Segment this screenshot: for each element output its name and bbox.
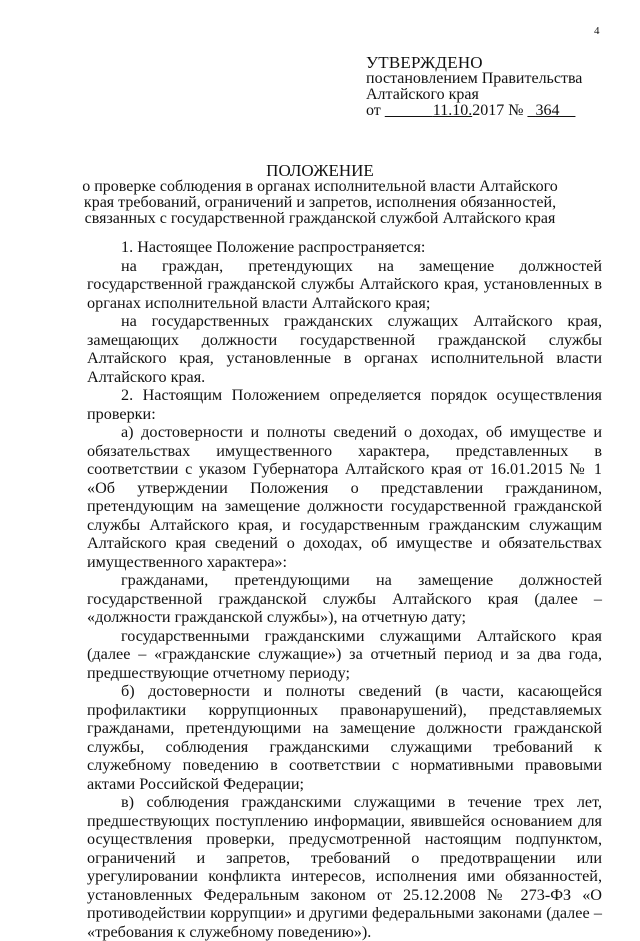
paragraph: б) достоверности и полноты сведений (в части, касающейся профилактики коррупционных правонарушений), представляемых гражданами, претендующими на замещение должности гражданской службы, соблюдения гражданскими служащими требований к служебному поведению в соответствии с нормативными правовыми актами Российской Федерации; bbox=[87, 682, 602, 793]
paragraph: государственными гражданскими служащими Алтайского края (далее – «гражданские служащие») за отчетный период и за два года, предшествующие отчетному периоду; bbox=[87, 626, 602, 682]
document-subtitle: о проверке соблюдения в органах исполнительной власти Алтайского края требований, ограничений и запретов, исполнения обязанностей, связанных с государственной гражданской службой Алтайского края bbox=[82, 178, 558, 227]
paragraph: на граждан, претендующих на замещение должностей государственной гражданской службы Алтайского края, установленных в органах исполнительной власти Алтайского края; bbox=[87, 256, 602, 312]
document-body bbox=[87, 238, 602, 941]
approval-block bbox=[366, 55, 616, 119]
date-year: 2017 № bbox=[472, 102, 524, 119]
document-title-block bbox=[70, 163, 570, 227]
approval-line-1: постановлением Правительства bbox=[366, 70, 583, 87]
approval-stamp: УТВЕРЖДЕНО bbox=[366, 53, 483, 72]
approval-date-line bbox=[366, 103, 616, 119]
paragraph: в) соблюдения гражданскими служащими в течение трех лет, предшествующих поступлению информации, явившейся основанием для осуществления проверки, предусмотренной настоящим подпунктом, ограничений и запретов, требований о предотвращении или урегулировании конфликта интересов, исполнения ими обязанностей, установленных Федеральным законом от 25.12.2008 № 273-ФЗ «О противодействии коррупции» и другими федеральными законами (далее – «требования к служебному поведению»). bbox=[87, 793, 602, 941]
paragraph: а) достоверности и полноты сведений о доходах, об имуществе и обязательствах имущественного характера, представленных в соответствии с указом Губернатора Алтайского края от 16.01.2015 № 1 «Об утверждении Положения о представлении гражданином, претендующим на замещение должности государственной гражданской службы Алтайского края, и государственным гражданским служащим Алтайского края сведений о доходах, об имуществе и обязательствах имущественного характера»: bbox=[87, 423, 602, 571]
date-value: 11.10. bbox=[432, 102, 473, 119]
date-prefix: от bbox=[366, 102, 381, 119]
document-number: 364 bbox=[535, 102, 560, 119]
paragraph: 1. Настоящее Положение распространяется: bbox=[121, 238, 426, 256]
paragraph: на государственных гражданских служащих Алтайского края, замещающих должности государственной гражданской службы Алтайского края, установленные в органах исполнительной власти Алтайского края. bbox=[87, 312, 602, 386]
document-heading: ПОЛОЖЕНИЕ bbox=[266, 161, 374, 180]
paragraph: 2. Настоящим Положением определяется порядок осуществления проверки: bbox=[87, 386, 602, 423]
page-number: 4 bbox=[594, 25, 600, 37]
paragraph: гражданами, претендующими на замещение должностей государственной гражданской службы Алтайского края (далее – «должности гражданской службы»), на отчетную дату; bbox=[87, 571, 602, 626]
approval-line-2: Алтайского края bbox=[366, 86, 479, 103]
